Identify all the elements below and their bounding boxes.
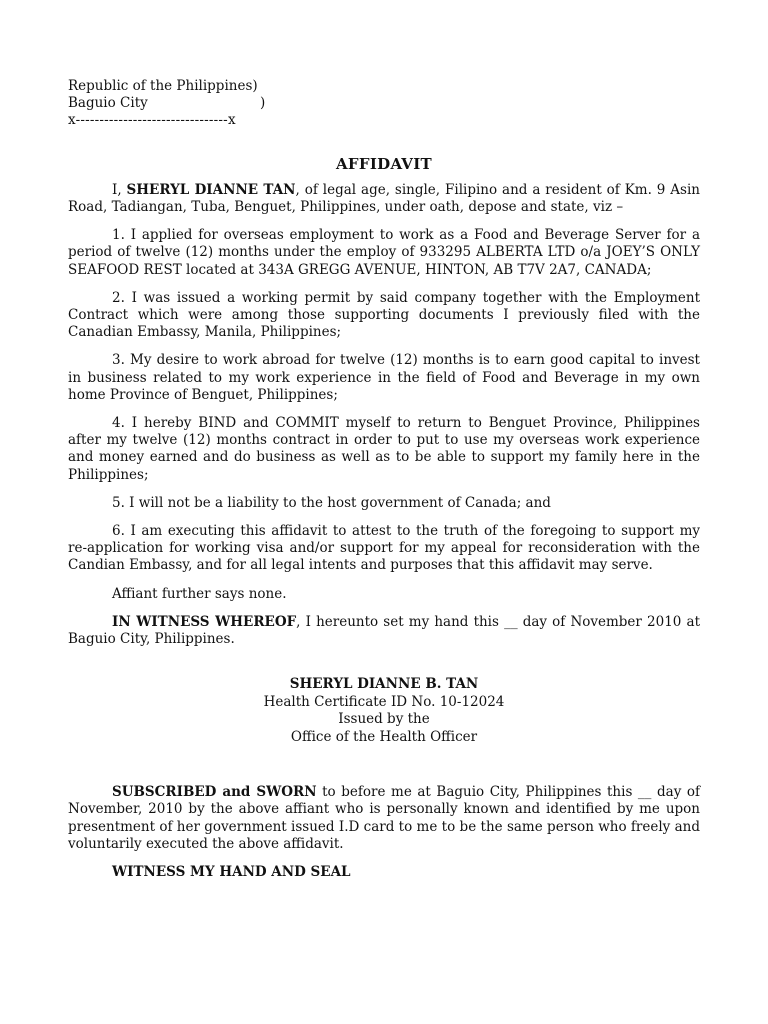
- caption-rule: x--------------------------------x: [68, 112, 236, 129]
- caption-republic-line: [68, 78, 700, 95]
- item-1: 1. I applied for overseas employment to work as a Food and Beverage Server for a period of twelve (12) months under the employ of 933295 ALBERTA LTD o/a JOEY’S ONLY SEAFOOD REST located at 343A GREGG AVENUE, HINTON, AB T7V 2A7, CANADA;: [68, 227, 700, 278]
- witness-clause-text: , I hereunto set my hand this __ day of November 2010 at Baguio City, Philippines.: [68, 613, 700, 648]
- issuing-office: Office of the Health Officer: [290, 728, 478, 745]
- intro-prefix: I,: [112, 181, 127, 198]
- jurat-bold: SUBSCRIBED and SWORN: [112, 784, 317, 801]
- intro-paragraph: [68, 182, 700, 216]
- venue-caption: [68, 78, 700, 130]
- item-5: 5. I will not be a liability to the host government of Canada; and: [112, 494, 551, 511]
- health-certificate: Health Certificate ID No. 10-12024: [263, 693, 505, 710]
- issued-by: Issued by the: [338, 711, 430, 728]
- jurat-paragraph: [68, 784, 700, 853]
- document-title: AFFIDAVIT: [335, 154, 433, 173]
- item-3: 3. My desire to work abroad for twelve (12) months is to earn good capital to invest in business related to my work experience in the field of Food and Beverage in my own home Province of Benguet, Philippines;: [68, 352, 700, 403]
- affiant-none: Affiant further says none.: [112, 585, 287, 602]
- signatory-name: SHERYL DIANNE B. TAN: [289, 676, 479, 693]
- item-2: 2. I was issued a working permit by said company together with the Employment Contract which were among those supporting documents I previously filed with the Canadian Embassy, Manila, Philippines;: [68, 289, 700, 341]
- witness-clause-bold: IN WITNESS WHEREOF: [112, 613, 297, 630]
- caption-city-paren: ): [260, 95, 266, 112]
- intro-text: , of legal age, single, Filipino and a resident of Km. 9 Asin Road, Tadiangan, Tuba, Benguet, Philippines, under oath, depose and state, viz –: [68, 181, 701, 216]
- signature-block: [68, 676, 700, 746]
- jurat-text: to before me at Baguio City, Philippines this __ day of November, 2010 by the above affiant who is personally known and identified by me upon presentment of her government issued I.D card to me to be the same person who freely and voluntarily executed the above affidavit.: [68, 784, 701, 852]
- witness-hand-seal: WITNESS MY HAND AND SEAL: [112, 864, 351, 881]
- caption-city-line: [68, 95, 700, 112]
- witness-clause: [68, 614, 700, 648]
- item-4: 4. I hereby BIND and COMMIT myself to return to Benguet Province, Philippines after my twelve (12) months contract in order to put to use my overseas work experience and money earned and do business as well as to be able to support my family here in the Philippines;: [68, 415, 700, 483]
- caption-republic: Republic of the Philippines): [68, 78, 258, 94]
- item-6: 6. I am executing this affidavit to attest to the truth of the foregoing to support my re-application for working visa and/or support for my appeal for reconsideration with the Candian Embassy, and for all legal intents and purposes that this affidavit may serve.: [68, 523, 700, 574]
- affidavit-document: [68, 78, 700, 881]
- caption-city: Baguio City: [68, 95, 148, 112]
- affiant-name: SHERYL DIANNE TAN: [126, 181, 296, 198]
